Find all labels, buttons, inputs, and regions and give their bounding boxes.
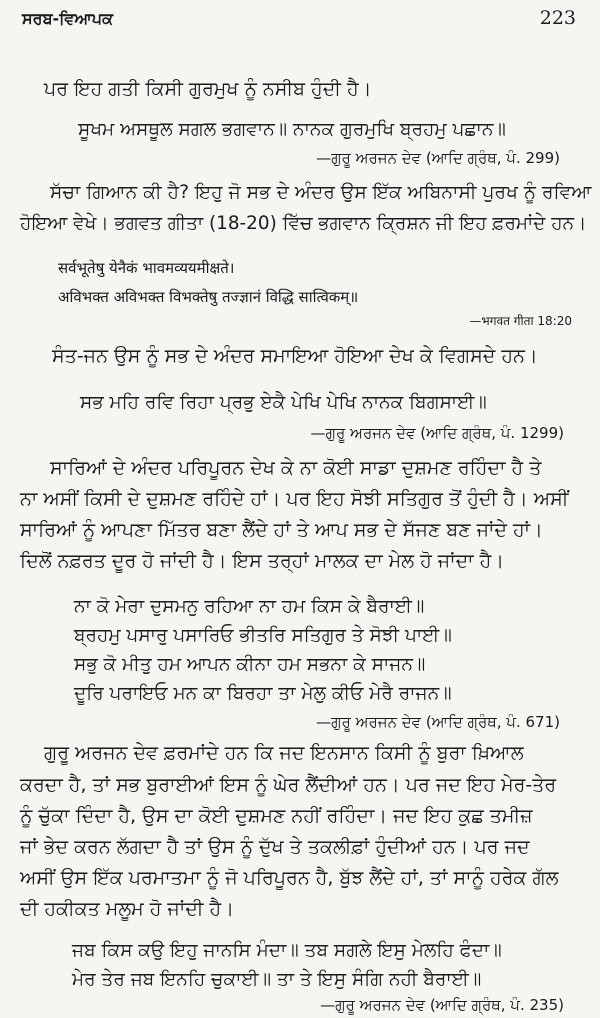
body-line: ਪਰ ਇਹ ਗਤੀ ਕਿਸੀ ਗੁਰਮੁਖ ਨੂੰ ਨਸੀਬ ਹੁੰਦੀ ਹੈ। — [44, 78, 372, 100]
quote-line: ਜਬ ਕਿਸ ਕਉ ਇਹੁ ਜਾਨਸਿ ਮੰਦਾ॥ ਤਬ ਸਗਲੇ ਇਸੁ ਮੇਲਹਿ ਫੰਦਾ॥ — [72, 940, 502, 961]
quote-line: ਸਭ ਮਹਿ ਰਵਿ ਰਿਹਾ ਪ੍ਰਭੁ ਏਕੈ ਪੇਖਿ ਪੇਖਿ ਨਾਨਕ ਬਿਗਸਾਈ॥ — [80, 392, 487, 413]
body-line: ਜਾਂ ਭੇਦ ਕਰਨ ਲੱਗਦਾ ਹੈ ਤਾਂ ਉਸ ਨੂੰ ਦੁੱਖ ਤੇ ਤਕਲੀਫ਼ਾਂ ਹੁੰਦੀਆਂ ਹਨ। ਪਰ ਜਦ — [20, 836, 530, 858]
sanskrit-line: अविभक्त अविभक्त विभक्तेषु तज्ज्ञानं विद्धि सात्विकम्॥ — [58, 288, 359, 306]
sanskrit-line: सर्वभूतेषु येनैकं भावमव्ययमीक्षते। — [58, 259, 235, 277]
body-line: ਸਾਰਿਆਂ ਦੇ ਅੰਦਰ ਪਰਿਪੂਰਨ ਦੇਖ ਕੇ ਨਾ ਕੋਈ ਸਾਡਾ ਦੁਸ਼ਮਣ ਰਹਿੰਦਾ ਹੈ ਤੇ — [50, 457, 542, 479]
body-line: ਦੀ ਹਕੀਕਤ ਮਲੂਮ ਹੋ ਜਾਂਦੀ ਹੈ। — [20, 898, 235, 920]
quote-line: ਨਾ ਕੋ ਮੇਰਾ ਦੁਸਮਨੁ ਰਹਿਆ ਨਾ ਹਮ ਕਿਸ ਕੇ ਬੈਰਾਈ॥ — [74, 596, 425, 617]
citation: —ਗੁਰੂ ਅਰਜਨ ਦੇਵ (ਆਦਿ ਗ੍ਰੰਥ, ਪੰ. 1299) — [310, 424, 564, 442]
body-line: ਨਾ ਅਸੀਂ ਕਿਸੀ ਦੇ ਦੁਸ਼ਮਣ ਰਹਿੰਦੇ ਹਾਂ। ਪਰ ਇਹ ਸੋਝੀ ਸਤਿਗੁਰ ਤੋਂ ਹੁੰਦੀ ਹੈ। ਅਸੀਂ — [20, 488, 569, 510]
quote-line: ਮੇਰ ਤੇਰ ਜਬ ਇਨਹਿ ਚੁਕਾਈ॥ ਤਾ ਤੇ ਇਸੁ ਸੰਗਿ ਨਹੀ ਬੈਰਾਈ॥ — [72, 969, 482, 990]
citation: —ਗੁਰੂ ਅਰਜਨ ਦੇਵ (ਆਦਿ ਗ੍ਰੰਥ, ਪੰ. 235) — [320, 996, 564, 1014]
body-line: ਕਰਦਾ ਹੈ, ਤਾਂ ਸਭ ਬੁਰਾਈਆਂ ਇਸ ਨੂੰ ਘੇਰ ਲੈਂਦੀਆਂ ਹਨ। ਪਰ ਜਦ ਇਹ ਮੇਰ-ਤੇਰ — [20, 774, 557, 796]
body-line: ਦਿਲੋਂ ਨਫ਼ਰਤ ਦੂਰ ਹੋ ਜਾਂਦੀ ਹੈ। ਇਸ ਤਰ੍ਹਾਂ ਮਾਲਕ ਦਾ ਮੇਲ ਹੋ ਜਾਂਦਾ ਹੈ। — [20, 550, 505, 572]
page-header — [22, 5, 576, 31]
body-line: ਗੁਰੂ ਅਰਜਨ ਦੇਵ ਫ਼ਰਮਾਂਦੇ ਹਨ ਕਿ ਜਦ ਇਨਸਾਨ ਕਿਸੀ ਨੂੰ ਬੁਰਾ ਖ਼ਿਆਲ — [44, 742, 524, 764]
quote-line: ਦੂਰਿ ਪਰਾਇਓ ਮਨ ਕਾ ਬਿਰਹਾ ਤਾ ਮੇਲੁ ਕੀਓ ਮੇਰੈ ਰਾਜਨ॥ — [74, 683, 452, 704]
body-line: ਸੰਤ-ਜਨ ਉਸ ਨੂੰ ਸਭ ਦੇ ਅੰਦਰ ਸਮਾਇਆ ਹੋਇਆ ਦੇਖ ਕੇ ਵਿਗਸਦੇ ਹਨ। — [52, 345, 538, 367]
body-line: ਹੋਇਆ ਵੇਖੇ। ਭਗਵਤ ਗੀਤਾ (18-20) ਵਿੱਚ ਭਗਵਾਨ ਕ੍ਰਿਸ਼ਨ ਜੀ ਇਹ ਫ਼ਰਮਾਂਦੇ ਹਨ। — [20, 213, 587, 234]
quote-line: ਬ੍ਰਹਮੁ ਪਸਾਰੁ ਪਸਾਰਿਓ ਭੀਤਰਿ ਸਤਿਗੁਰ ਤੇ ਸੋਝੀ ਪਾਈ॥ — [74, 625, 452, 646]
quote-line: ਸਭੁ ਕੋ ਮੀਤੁ ਹਮ ਆਪਨ ਕੀਨਾ ਹਮ ਸਭਨਾ ਕੇ ਸਾਜਨ॥ — [74, 654, 426, 675]
citation: —ਗੁਰੂ ਅਰਜਨ ਦੇਵ (ਆਦਿ ਗ੍ਰੰਥ, ਪੰ. 299) — [316, 149, 560, 167]
body-line: ਅਸੀਂ ਉਸ ਇੱਕ ਪਰਮਾਤਮਾ ਨੂੰ ਜੋ ਪਰਿਪੂਰਨ ਹੈ, ਬੁੱਝ ਲੈਂਦੇ ਹਾਂ, ਤਾਂ ਸਾਨੂੰ ਹਰੇਕ ਗੱਲ — [20, 867, 559, 889]
citation: —ਗੁਰੂ ਅਰਜਨ ਦੇਵ (ਆਦਿ ਗ੍ਰੰਥ, ਪੰ. 671) — [316, 713, 560, 731]
body-line: ਨੂੰ ਚੁੱਕਾ ਦਿੰਦਾ ਹੈ, ਉਸ ਦਾ ਕੋਈ ਦੁਸ਼ਮਣ ਨਹੀਂ ਰਹਿੰਦਾ। ਜਦ ਇਹ ਕੁਛ ਤਮੀਜ਼ — [20, 805, 533, 827]
page-number: 223 — [539, 7, 576, 29]
citation: —भगवत गीता 18:20 — [469, 314, 572, 328]
quote-line: ਸੂਖਮ ਅਸਥੂਲ ਸਗਲ ਭਗਵਾਨ॥ ਨਾਨਕ ਗੁਰਮੁਖਿ ਬ੍ਰਹਮੁ ਪਛਾਨ॥ — [78, 119, 506, 140]
body-line: ਸਾਰਿਆਂ ਨੂੰ ਆਪਣਾ ਮਿੱਤਰ ਬਣਾ ਲੈਂਦੇ ਹਾਂ ਤੇ ਆਪ ਸਭ ਦੇ ਸੱਜਣ ਬਣ ਜਾਂਦੇ ਹਾਂ। — [20, 519, 543, 541]
body-line: ਸੱਚਾ ਗਿਆਨ ਕੀ ਹੈ? ਇਹੁ ਜੋ ਸਭ ਦੇ ਅੰਦਰ ਉਸ ਇੱਕ ਅਬਿਨਾਸੀ ਪੁਰਖ ਨੂੰ ਰਵਿਆ — [50, 182, 592, 203]
running-title: ਸਰਬ-ਵਿਆਪਕ — [22, 9, 114, 28]
